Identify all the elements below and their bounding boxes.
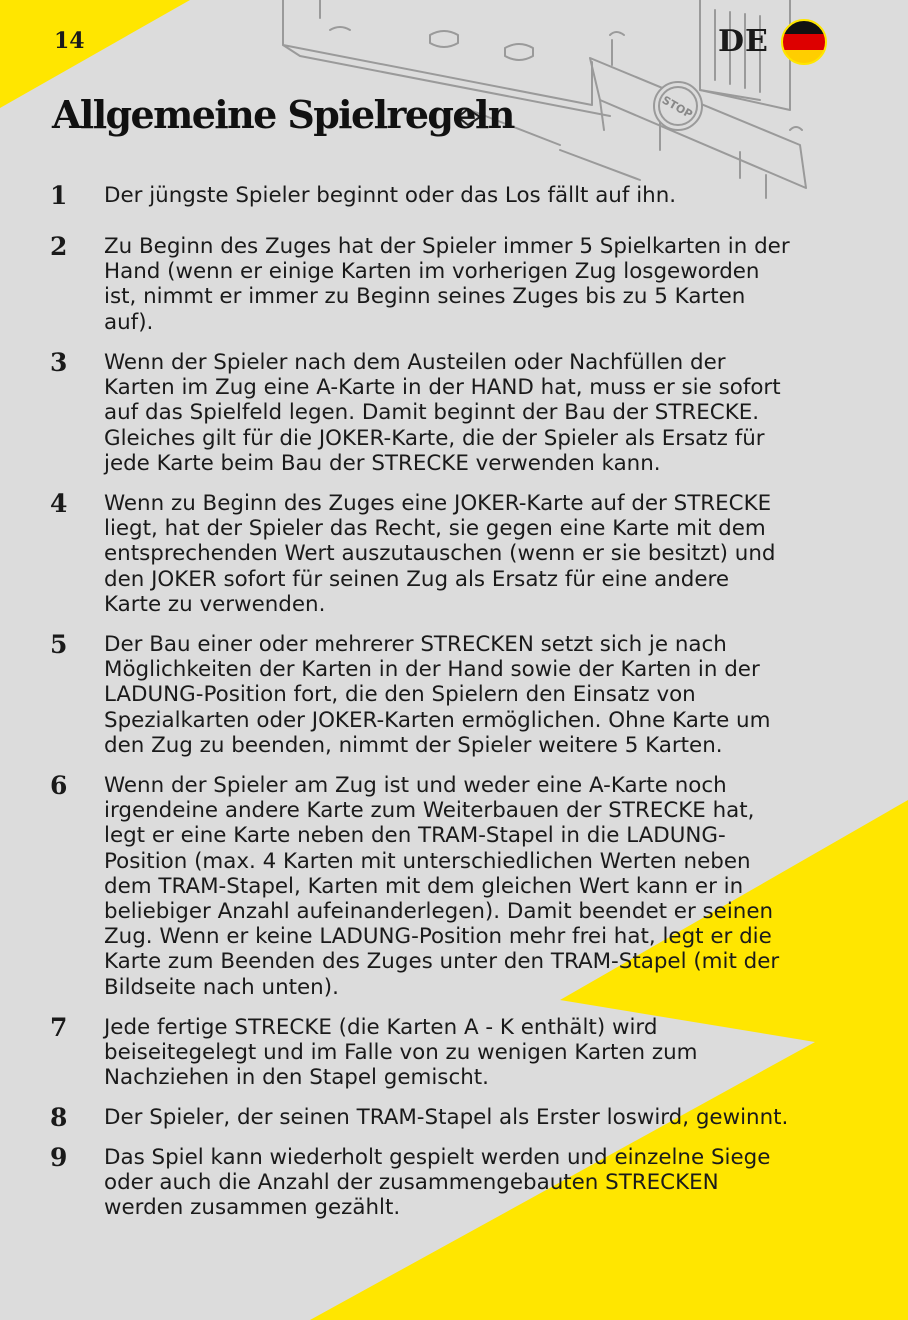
rule-text: Wenn zu Beginn des Zuges eine JOKER-Karte auf der STRECKE liegt, hat der Spieler das Recht, sie gegen eine Karte mit dem entsprechenden Wert auszutauschen (wenn er sie besitzt) und den JOKER sofort für seinen Zug als Ersatz für eine andere Karte zu verwenden. <box>104 491 776 617</box>
rule-text: Der Spieler, der seinen TRAM-Stapel als Erster loswird, gewinnt. <box>104 1105 789 1130</box>
rule-text: Jede fertige STRECKE (die Karten A - K enthält) wird beiseitegelegt und im Falle von zu wenigen Karten zum Nachziehen in den Stapel gemischt. <box>104 1015 698 1091</box>
rule-text: Zu Beginn des Zuges hat der Spieler immer 5 Spielkarten in der Hand (wenn er einige Karten im vorherigen Zug losgeworden ist, nimmt er immer zu Beginn seines Zuges bis zu 5 Karten auf). <box>104 234 790 335</box>
rule-number: 5 <box>50 630 68 659</box>
rule-text: Der jüngste Spieler beginnt oder das Los fällt auf ihn. <box>104 183 677 208</box>
rule-number: 1 <box>50 181 68 210</box>
rule-number: 4 <box>50 489 68 518</box>
rule-text: Der Bau einer oder mehrerer STRECKEN setzt sich je nach Möglichkeiten der Karten in der Hand sowie der Karten in der LADUNG-Position fort, die den Spielern den Einsatz von Spezialkarten oder JOKER-Karten ermöglichen. Ohne Karte um den Zug zu beenden, nimmt der Spieler weitere 5 Karten. <box>104 632 771 758</box>
language-code: DE <box>718 24 769 59</box>
page-number: 14 <box>54 28 85 54</box>
rule-number: 7 <box>50 1013 68 1042</box>
rule-text: Das Spiel kann wiederholt gespielt werden und einzelne Siege oder auch die Anzahl der zusammengebauten STRECKEN werden zusammen gezählt. <box>104 1145 771 1221</box>
rule-text: Wenn der Spieler am Zug ist und weder eine A-Karte noch irgendeine andere Karte zum Weiterbauen der STRECKE hat, legt er eine Karte neben den TRAM-Stapel in die LADUNG- Position (max. 4 Karten mit unterschiedlichen Werten neben dem TRAM-Stapel, Karten mit dem gleichen Wert kann er in beliebiger Anzahl aufeinanderlegen). Damit beendet er seinen Zug. Wenn er keine LADUNG-Position mehr frei hat, legt er die Karte zum Beenden des Zuges unter den TRAM-Stapel (mit der Bildseite nach unten). <box>104 773 780 1000</box>
rule-text: Wenn der Spieler nach dem Austeilen oder Nachfüllen der Karten im Zug eine A-Karte in der HAND hat, muss er sie sofort auf das Spielfeld legen. Damit beginnt der Bau der STRECKE. Gleiches gilt für die JOKER-Karte, die der Spieler als Ersatz für jede Karte beim Bau der STRECKE verwenden kann. <box>104 350 781 476</box>
rule-number: 8 <box>50 1103 68 1132</box>
rule-number: 9 <box>50 1143 68 1172</box>
rule-number: 6 <box>50 771 68 800</box>
page-title: Allgemeine Spielregeln <box>52 92 514 137</box>
rule-number: 2 <box>50 232 68 261</box>
stop-sign-text: STOP <box>659 93 695 122</box>
rule-number: 3 <box>50 348 68 377</box>
